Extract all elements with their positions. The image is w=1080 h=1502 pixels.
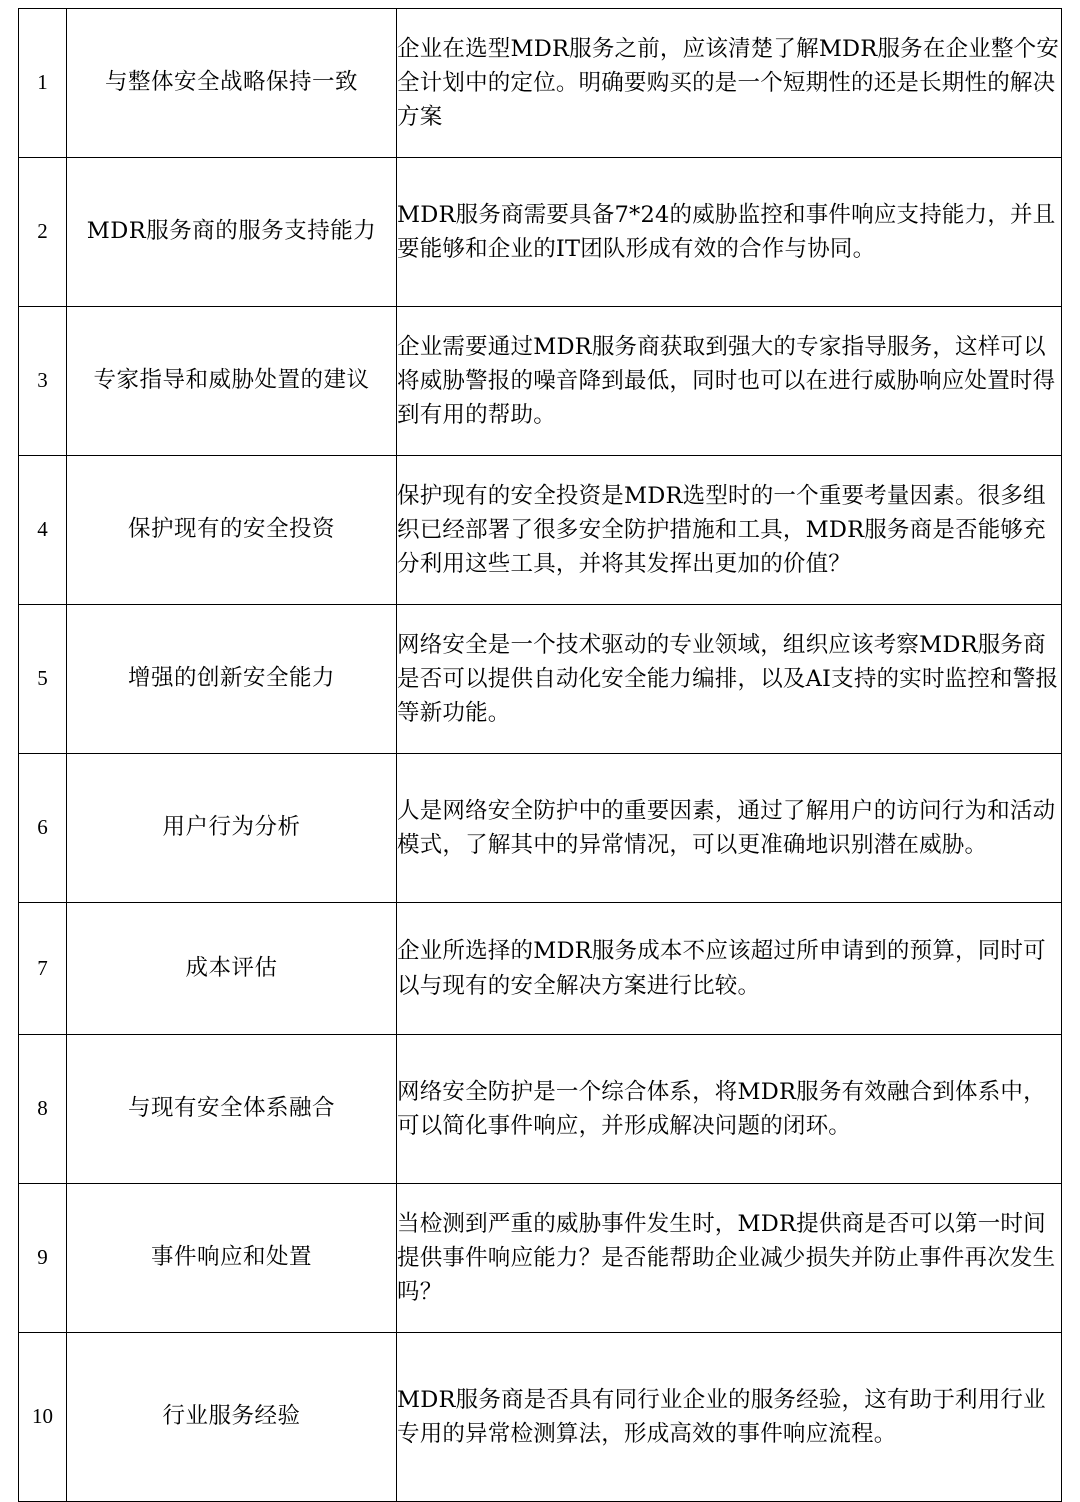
row-title: 事件响应和处置	[67, 1184, 397, 1333]
row-title: 用户行为分析	[67, 754, 397, 903]
row-title: 与整体安全战略保持一致	[67, 9, 397, 158]
table-row	[19, 754, 1062, 903]
row-description: 企业需要通过MDR服务商获取到强大的专家指导服务，这样可以将威胁警报的噪音降到最低，同时也可以在进行威胁响应处置时得到有用的帮助。	[397, 307, 1062, 456]
row-description: 企业所选择的MDR服务成本不应该超过所申请到的预算，同时可以与现有的安全解决方案进行比较。	[397, 903, 1062, 1035]
table-row	[19, 1035, 1062, 1184]
row-number: 2	[19, 158, 67, 307]
row-description: 网络安全防护是一个综合体系，将MDR服务有效融合到体系中，可以简化事件响应，并形成解决问题的闭环。	[397, 1035, 1062, 1184]
row-number: 10	[19, 1333, 67, 1502]
row-description: MDR服务商需要具备7*24的威胁监控和事件响应支持能力，并且要能够和企业的IT团队形成有效的合作与协同。	[397, 158, 1062, 307]
row-title: 专家指导和威胁处置的建议	[67, 307, 397, 456]
row-number: 7	[19, 903, 67, 1035]
row-description: 人是网络安全防护中的重要因素，通过了解用户的访问行为和活动模式，了解其中的异常情况，可以更准确地识别潜在威胁。	[397, 754, 1062, 903]
table-row	[19, 158, 1062, 307]
row-description: 网络安全是一个技术驱动的专业领域，组织应该考察MDR服务商是否可以提供自动化安全能力编排，以及AI支持的实时监控和警报等新功能。	[397, 605, 1062, 754]
table-row	[19, 9, 1062, 158]
mdr-selection-criteria-table	[18, 8, 1062, 1502]
table-row	[19, 1184, 1062, 1333]
row-description: MDR服务商是否具有同行业企业的服务经验，这有助于利用行业专用的异常检测算法，形成高效的事件响应流程。	[397, 1333, 1062, 1502]
table-row	[19, 456, 1062, 605]
row-number: 4	[19, 456, 67, 605]
row-description: 企业在选型MDR服务之前，应该清楚了解MDR服务在企业整个安全计划中的定位。明确要购买的是一个短期性的还是长期性的解决方案	[397, 9, 1062, 158]
row-number: 8	[19, 1035, 67, 1184]
row-description: 保护现有的安全投资是MDR选型时的一个重要考量因素。很多组织已经部署了很多安全防护措施和工具，MDR服务商是否能够充分利用这些工具，并将其发挥出更加的价值？	[397, 456, 1062, 605]
row-title: 增强的创新安全能力	[67, 605, 397, 754]
table-row	[19, 1333, 1062, 1502]
row-title: 成本评估	[67, 903, 397, 1035]
table-row	[19, 903, 1062, 1035]
row-title: 与现有安全体系融合	[67, 1035, 397, 1184]
row-title: MDR服务商的服务支持能力	[67, 158, 397, 307]
row-title: 保护现有的安全投资	[67, 456, 397, 605]
table-row	[19, 605, 1062, 754]
table-row	[19, 307, 1062, 456]
row-number: 6	[19, 754, 67, 903]
row-title: 行业服务经验	[67, 1333, 397, 1502]
row-number: 5	[19, 605, 67, 754]
row-description: 当检测到严重的威胁事件发生时，MDR提供商是否可以第一时间提供事件响应能力？是否能帮助企业减少损失并防止事件再次发生吗？	[397, 1184, 1062, 1333]
row-number: 9	[19, 1184, 67, 1333]
row-number: 1	[19, 9, 67, 158]
row-number: 3	[19, 307, 67, 456]
